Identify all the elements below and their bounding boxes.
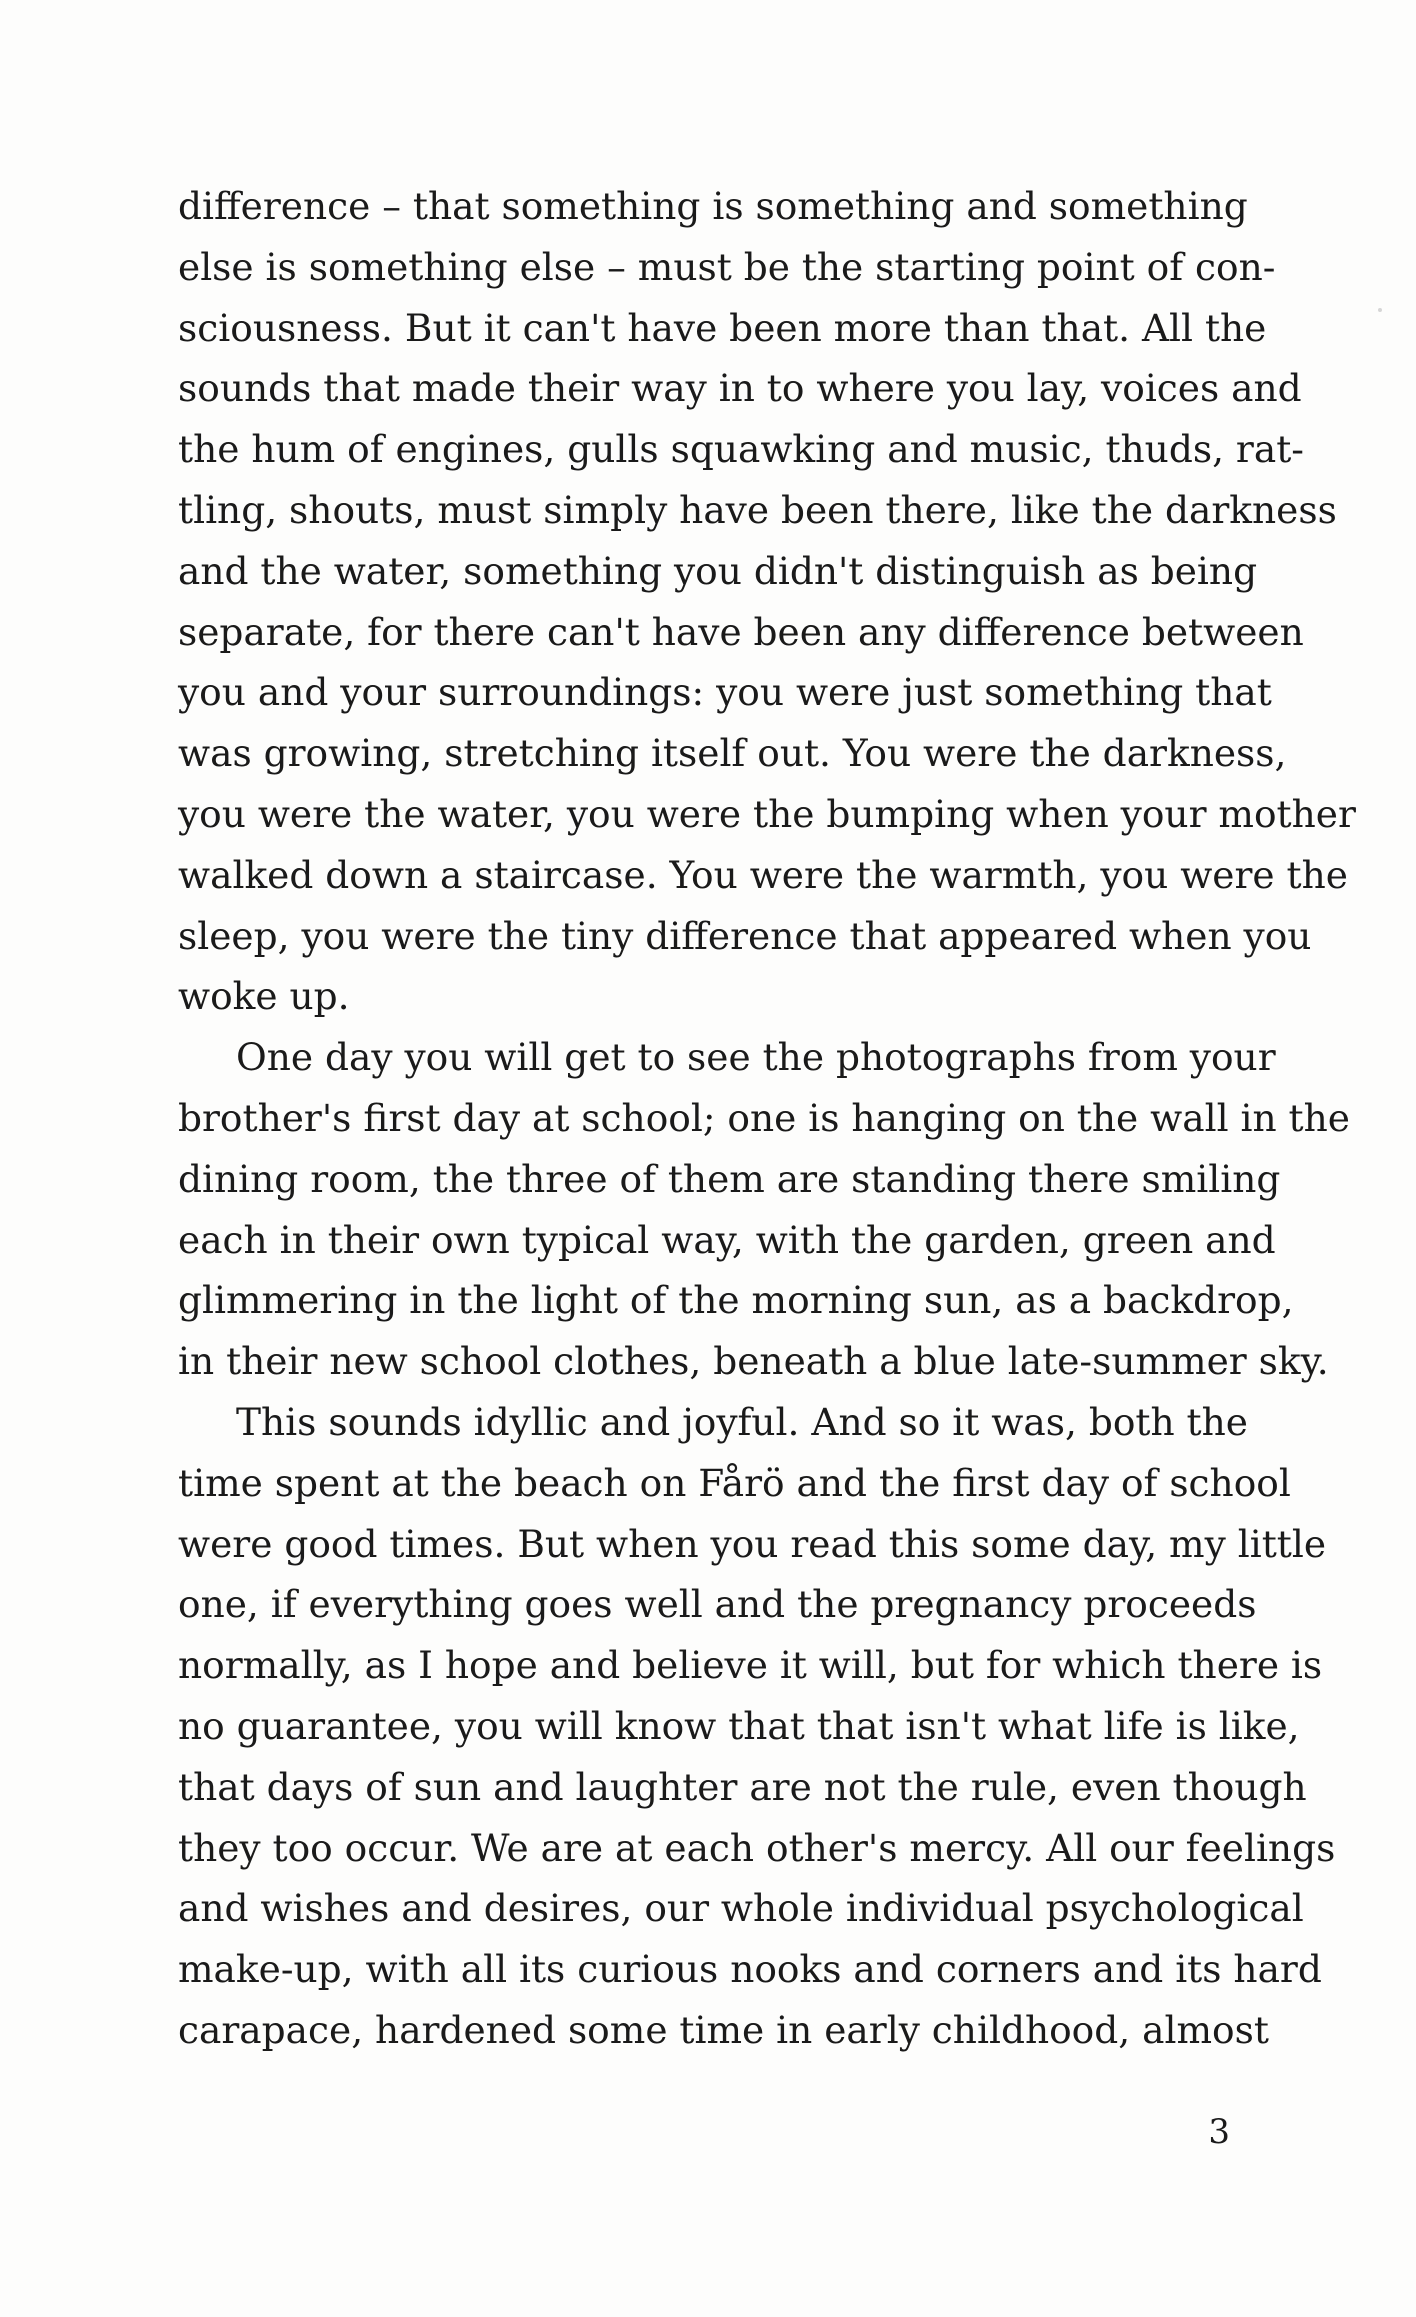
text-line: each in their own typical way, with the garden, green and: [178, 1217, 1276, 1262]
text-line: they too occur. We are at each other's mercy. All our feelings: [178, 1825, 1336, 1870]
text-line: and wishes and desires, our whole individual psychological: [178, 1886, 1304, 1931]
text-line: in their new school clothes, beneath a blue late-summer sky.: [178, 1339, 1329, 1384]
text-line: the hum of engines, gulls squawking and music, thuds, rat-: [178, 427, 1304, 472]
text-line: sounds that made their way in to where you lay, voices and: [178, 366, 1302, 411]
text-line: make-up, with all its curious nooks and corners and its hard: [178, 1947, 1322, 1992]
text-line: sleep, you were the tiny difference that appeared when you: [178, 913, 1312, 958]
text-line: glimmering in the light of the morning sun, as a backdrop,: [178, 1278, 1294, 1323]
text-line: time spent at the beach on Fårö and the first day of school: [178, 1460, 1291, 1505]
text-line: that days of sun and laughter are not the rule, even though: [178, 1764, 1307, 1809]
text-line: sciousness. But it can't have been more than that. All the: [178, 305, 1267, 350]
text-line: no guarantee, you will know that that isn't what life is like,: [178, 1703, 1300, 1748]
text-line: was growing, stretching itself out. You were the darkness,: [178, 731, 1287, 776]
text-line: else is something else – must be the starting point of con-: [178, 244, 1276, 289]
text-line: one, if everything goes well and the pregnancy proceeds: [178, 1582, 1257, 1627]
text-line: tling, shouts, must simply have been there, like the darkness: [178, 487, 1337, 532]
text-line: woke up.: [178, 974, 350, 1019]
text-line: and the water, something you didn't distinguish as being: [178, 548, 1258, 593]
text-line: you were the water, you were the bumping when your mother: [178, 791, 1356, 836]
text-line: brother's first day at school; one is hanging on the wall in the: [178, 1095, 1350, 1140]
text-line: separate, for there can't have been any difference between: [178, 609, 1304, 654]
text-line: walked down a staircase. You were the warmth, you were the: [178, 852, 1348, 897]
text-line: dining room, the three of them are standing there smiling: [178, 1156, 1281, 1201]
text-line: you and your surroundings: you were just something that: [178, 670, 1272, 715]
text-line: carapace, hardened some time in early childhood, almost: [178, 2007, 1269, 2052]
paragraph-first-line: This sounds idyllic and joyful. And so it was, both the: [236, 1399, 1248, 1444]
text-line: difference – that something is something and something: [178, 184, 1248, 228]
body-text: [178, 176, 1356, 2061]
text-line: normally, as I hope and believe it will, but for which there is: [178, 1643, 1323, 1688]
text-line: were good times. But when you read this some day, my little: [178, 1521, 1327, 1566]
page-number: 3: [1208, 2112, 1230, 2152]
paper-speck: [1378, 308, 1382, 312]
paragraph-first-line: One day you will get to see the photographs from your: [236, 1035, 1276, 1080]
